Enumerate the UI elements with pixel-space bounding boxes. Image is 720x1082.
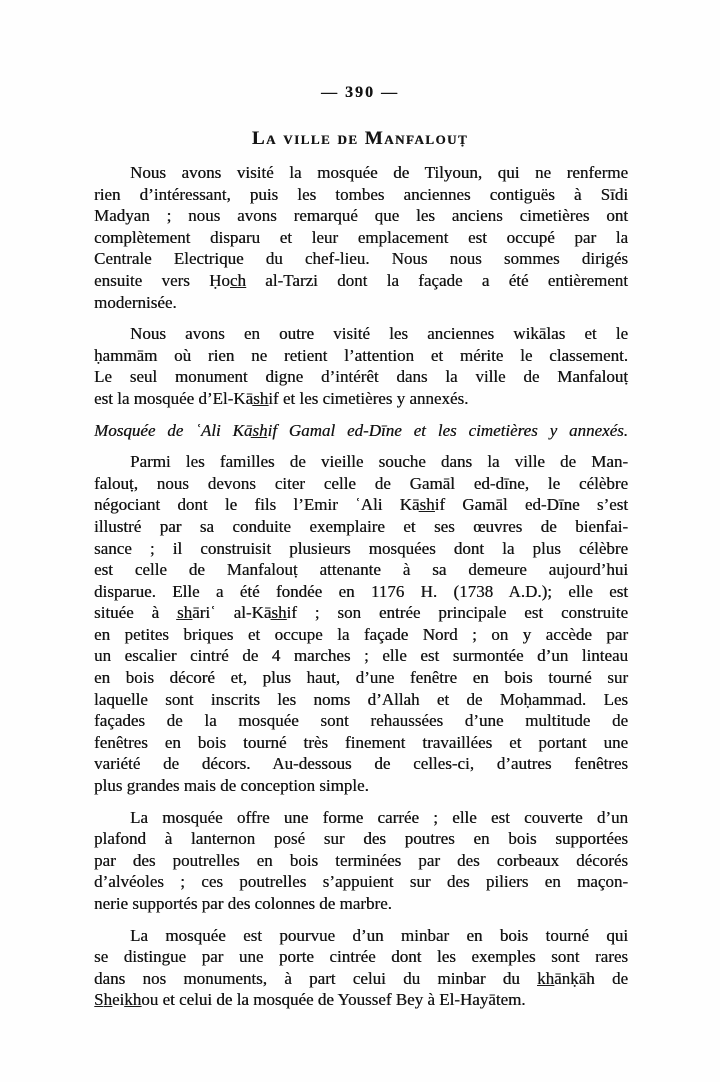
text-line: plus grandes mais de conception simple. [94, 776, 369, 796]
paragraph [94, 451, 628, 797]
text-line: façades de la mosquée sont rehaussées d’une multitude de [94, 711, 628, 731]
text-line: rien d’intéressant, puis les tombes anciennes contiguës à Sīdi [94, 184, 628, 204]
text-line: falouṭ, nous devons citer celle de Gamāl ed-dīne, le célèbre [94, 473, 628, 493]
text-line: dans nos monuments, à part celui du minbar du k̲h̲ānḳāh de [94, 968, 628, 988]
text-line: Centrale Electrique du chef-lieu. Nous nous sommes dirigés [94, 249, 628, 269]
text-line: par des poutrelles en bois terminées par des corbeaux décorés [94, 850, 628, 870]
text-line: ensuite vers Ḥoc̲h̲ al-Tarzi dont la façade a été entièrement [94, 270, 628, 290]
text-line: nerie supportés par des colonnes de marbre. [94, 894, 392, 913]
text-line: variété de décors. Au-dessous de celles-ci, d’autres fenêtres [94, 754, 628, 774]
paragraph [94, 323, 628, 409]
text-block [94, 162, 628, 1021]
paragraph [94, 925, 628, 1011]
text-line: La mosquée offre une forme carrée ; elle est couverte d’un [130, 807, 628, 827]
text-line: Nous avons visité la mosquée de Tilyoun, qui ne renferme [130, 163, 628, 182]
paragraph [94, 807, 628, 915]
text-line: en petites briques et occupe la façade Nord ; on y accède par [94, 624, 628, 644]
paragraph [94, 162, 628, 313]
text-line: d’alvéoles ; ces poutrelles s’appuient sur des piliers en maçon- [94, 872, 628, 892]
text-line: laquelle sont inscrits les noms d’Allah et de Moḥammad. Les [94, 689, 628, 709]
text-line: Parmi les familles de vieille souche dans la ville de Man- [130, 452, 628, 472]
section-heading [94, 420, 628, 442]
page-number: — 390 — [321, 84, 399, 101]
text-line: ḥammām où rien ne retient l’attention et mérite le classement. [94, 345, 628, 365]
text-line: sance ; il construisit plusieurs mosquées dont la plus célèbre [94, 538, 628, 558]
text-line: un escalier cintré de 4 marches ; elle est surmontée d’un linteau [94, 646, 628, 666]
text-line: S̲h̲eik̲h̲ou et celui de la mosquée de Youssef Bey à El-Hayātem. [94, 990, 526, 1010]
text-line: Madyan ; nous avons remarqué que les anciens cimetières ont [94, 206, 628, 226]
text-line: disparue. Elle a été fondée en 1176 H. (1738 A.D.); elle est [94, 581, 628, 601]
text-line: Mosquée de ʿAli Kās̲h̲if Gamal ed-Dīne et les cimetières y annexés. [94, 420, 628, 440]
page-title: La ville de Manfalouṭ [251, 128, 469, 149]
text-line: se distingue par une porte cintrée dont les exemples sont rares [94, 947, 628, 967]
text-line: plafond à lanternon posé sur des poutres en bois supportées [94, 829, 628, 849]
text-line: Nous avons en outre visité les anciennes wikālas et le [130, 324, 628, 344]
text-line: négociant dont le fils l’Emir ʿAli Kās̲h̲if Gamāl ed-Dīne s’est [94, 495, 628, 515]
text-line: modernisée. [94, 292, 177, 312]
text-line: est celle de Manfalouṭ attenante à sa demeure aujourd’hui [94, 560, 628, 580]
text-line: située à s̲h̲āriʿ al-Kās̲h̲if ; son entrée principale est construite [94, 603, 628, 623]
text-line: La mosquée est pourvue d’un minbar en bois tourné qui [130, 925, 628, 945]
text-line: fenêtres en bois tourné très finement travaillées et portant une [94, 732, 628, 752]
text-line: illustré par sa conduite exemplaire et ses œuvres de bienfai- [94, 516, 628, 536]
text-line: est la mosquée d’El-Kās̲h̲if et les cimetières y annexés. [94, 388, 469, 408]
text-line: Le seul monument digne d’intérêt dans la ville de Manfalouṭ [94, 367, 628, 387]
text-line: complètement disparu et leur emplacement est occupé par la [94, 227, 628, 247]
text-line: en bois décoré et, plus haut, d’une fenêtre en bois tourné sur [94, 668, 628, 688]
